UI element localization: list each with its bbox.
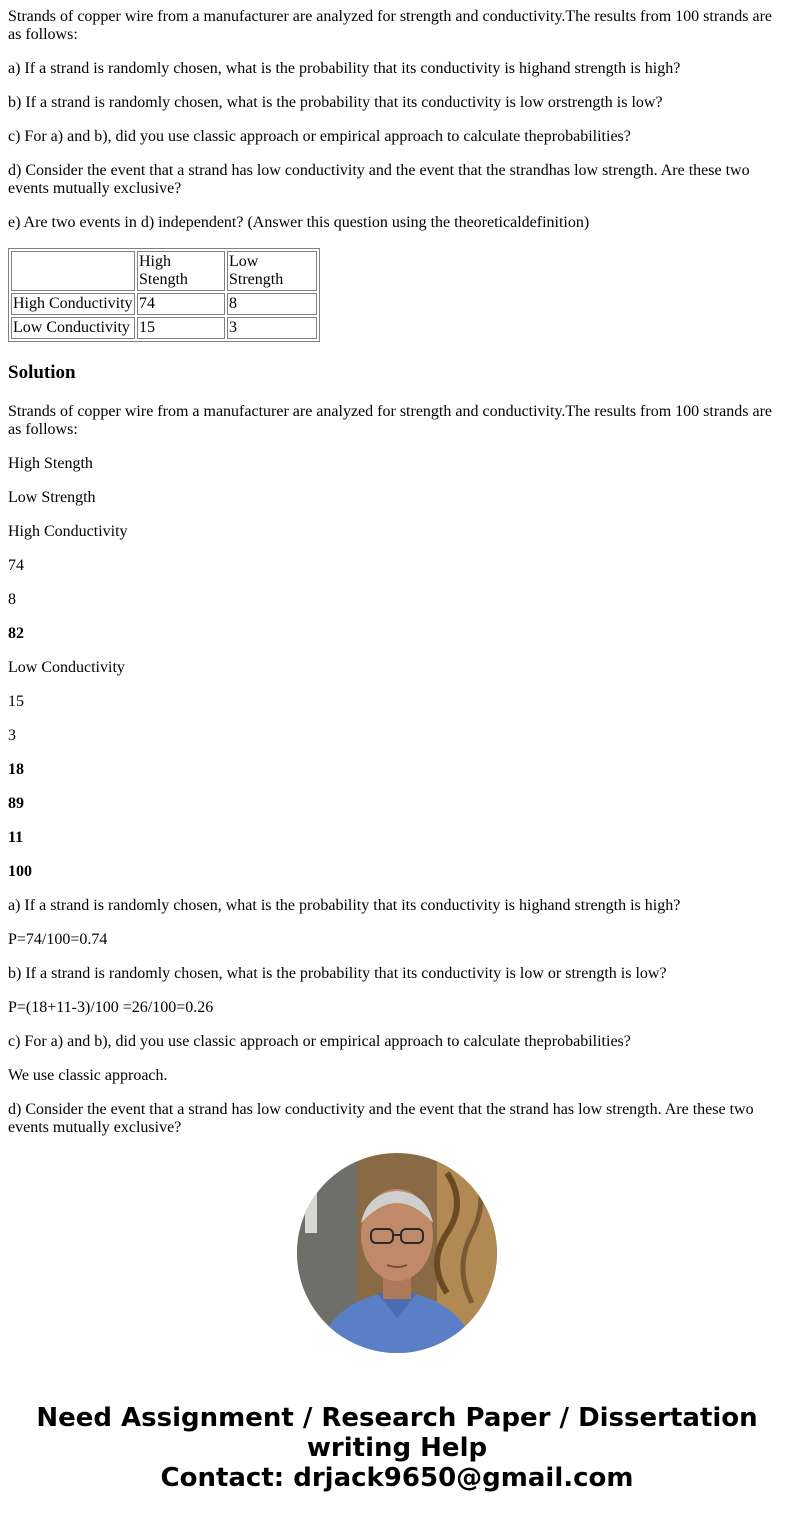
tutor-portrait-photo <box>297 1153 497 1353</box>
solution-line: 3 <box>8 727 16 744</box>
solution-intro: Strands of copper wire from a manufacturer are analyzed for strength and conductivity.The results from 100 strands are as follows: <box>8 403 773 438</box>
solution-line: Low Conductivity <box>8 659 125 676</box>
footer-help-text: Need Assignment / Research Paper / Dissertation writing Help <box>36 1403 758 1463</box>
solution-line: 11 <box>8 829 24 846</box>
solution-a-question: a) If a strand is randomly chosen, what is the probability that its conductivity is highand strength is high? <box>8 897 681 914</box>
question-b: b) If a strand is randomly chosen, what is the probability that its conductivity is low orstrength is low? <box>8 94 663 111</box>
solution-c-answer: We use classic approach. <box>8 1067 168 1084</box>
tutor-avatar <box>297 1153 497 1353</box>
solution-line: Low Strength <box>8 489 96 506</box>
table-cell: High Conductivity <box>11 293 135 315</box>
question-a: a) If a strand is randomly chosen, what is the probability that its conductivity is highand strength is high? <box>8 60 681 77</box>
solution-line: 100 <box>8 863 32 880</box>
question-e: e) Are two events in d) independent? (Answer this question using the theoreticaldefinition) <box>8 214 590 231</box>
table-cell: 3 <box>227 317 317 339</box>
footer-contact-text: Contact: drjack9650@gmail.com <box>160 1463 634 1493</box>
solution-a-answer: P=74/100=0.74 <box>8 931 108 948</box>
table-row <box>11 317 317 339</box>
footer-banner <box>0 1403 794 1493</box>
contingency-table <box>8 248 320 342</box>
table-cell: Low Conductivity <box>11 317 135 339</box>
solution-line: 89 <box>8 795 24 812</box>
question-intro: Strands of copper wire from a manufacturer are analyzed for strength and conductivity.The results from 100 strands are as follows: <box>8 8 773 43</box>
table-header-cell <box>11 251 135 291</box>
table-header-row <box>11 251 317 291</box>
solution-d-question: d) Consider the event that a strand has low conductivity and the event that the strand has low strength. Are these two events mutually exclusive? <box>8 1101 754 1136</box>
solution-b-answer: P=(18+11-3)/100 =26/100=0.26 <box>8 999 214 1016</box>
solution-line: High Conductivity <box>8 523 128 540</box>
solution-heading: Solution <box>8 362 76 383</box>
solution-c-question: c) For a) and b), did you use classic approach or empirical approach to calculate theprobabilities? <box>8 1033 631 1050</box>
solution-line: 74 <box>8 557 24 574</box>
solution-line: 82 <box>8 625 24 642</box>
solution-flattened-table <box>8 455 786 881</box>
question-c: c) For a) and b), did you use classic approach or empirical approach to calculate theprobabilities? <box>8 128 631 145</box>
table-header-cell: High Stength <box>137 251 225 291</box>
table-header-cell: Low Strength <box>227 251 317 291</box>
solution-b-question: b) If a strand is randomly chosen, what is the probability that its conductivity is low or strength is low? <box>8 965 667 982</box>
solution-line: 8 <box>8 591 16 608</box>
solution-line: 18 <box>8 761 24 778</box>
solution-line: 15 <box>8 693 24 710</box>
table-cell: 8 <box>227 293 317 315</box>
solution-line: High Stength <box>8 455 93 472</box>
question-d: d) Consider the event that a strand has low conductivity and the event that the strandhas low strength. Are these two events mutually exclusive? <box>8 162 750 197</box>
table-cell: 74 <box>137 293 225 315</box>
table-cell: 15 <box>137 317 225 339</box>
table-row <box>11 293 317 315</box>
